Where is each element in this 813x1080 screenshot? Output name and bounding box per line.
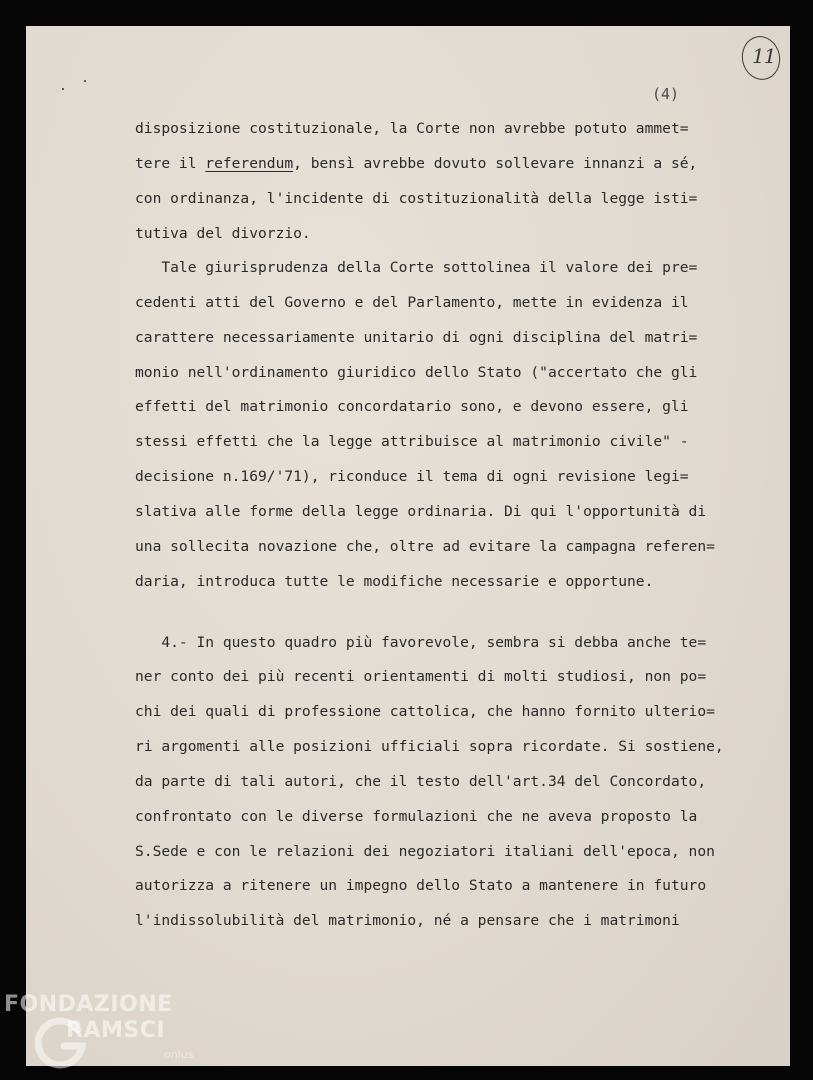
text-line: monio nell'ordinamento giuridico dello Stato ("accertato che gli xyxy=(135,364,698,381)
text-line: ri argomenti alle posizioni ufficiali sopra ricordate. Si sostiene, xyxy=(135,738,724,755)
fondazione-gramsci-watermark xyxy=(4,990,204,1076)
text-line: autorizza a ritenere un impegno dello Stato a mantenere in futuro xyxy=(135,877,707,894)
text-line: effetti del matrimonio concordatario sono, e devono essere, gli xyxy=(135,398,689,415)
text-line: confrontato con le diverse formulazioni che ne aveva proposto la xyxy=(135,808,698,825)
watermark-sub: onlus xyxy=(164,1048,194,1061)
text-line: slativa alle forme della legge ordinaria. Di qui l'opportunità di xyxy=(135,503,707,520)
text-line: Tale giurisprudenza della Corte sottolinea il valore dei pre= xyxy=(135,259,698,276)
text-line: ner conto dei più recenti orientamenti di molti studiosi, non po= xyxy=(135,668,707,685)
watermark-line2: RAMSCI xyxy=(66,1018,166,1043)
text-line: stessi effetti che la legge attribuisce al matrimonio civile" - xyxy=(135,433,689,450)
text-line: carattere necessariamente unitario di ogni disciplina del matri= xyxy=(135,329,698,346)
text-line: tutiva del divorzio. xyxy=(135,225,311,242)
text-line: una sollecita novazione che, oltre ad evitare la campagna referen= xyxy=(135,538,715,555)
text-line: da parte di tali autori, che il testo dell'art.34 del Concordato, xyxy=(135,773,707,790)
text-run: tere il xyxy=(135,155,206,172)
text-line: S.Sede e con le relazioni dei negoziatori italiani dell'epoca, non xyxy=(135,843,715,860)
text-line: 4.- In questo quadro più favorevole, sembra si debba anche te= xyxy=(135,634,707,651)
watermark-line1: FONDAZIONE xyxy=(4,992,173,1017)
text-line: decisione n.169/'71), riconduce il tema di ogni revisione legi= xyxy=(135,468,689,485)
text-run: , bensì avrebbe dovuto sollevare innanzi a sé, xyxy=(293,155,698,172)
text-line: cedenti atti del Governo e del Parlamento, mette in evidenza il xyxy=(135,294,689,311)
underlined-term: referendum xyxy=(205,155,294,172)
text-line: chi dei quali di professione cattolica, che hanno fornito ulterio= xyxy=(135,703,715,720)
text-line: l'indissolubilità del matrimonio, né a pensare che i matrimoni xyxy=(135,912,680,929)
text-line xyxy=(135,157,697,172)
text-line: con ordinanza, l'incidente di costituzionalità della legge isti= xyxy=(135,190,698,207)
page-number: (4) xyxy=(652,85,680,103)
paper-marks xyxy=(62,78,88,92)
text-line: disposizione costituzionale, la Corte non avrebbe potuto ammet= xyxy=(135,120,689,137)
folio-number: 11 xyxy=(752,44,776,68)
text-line: daria, introduca tutte le modifiche necessarie e opportune. xyxy=(135,573,654,590)
document-page xyxy=(26,26,790,1066)
